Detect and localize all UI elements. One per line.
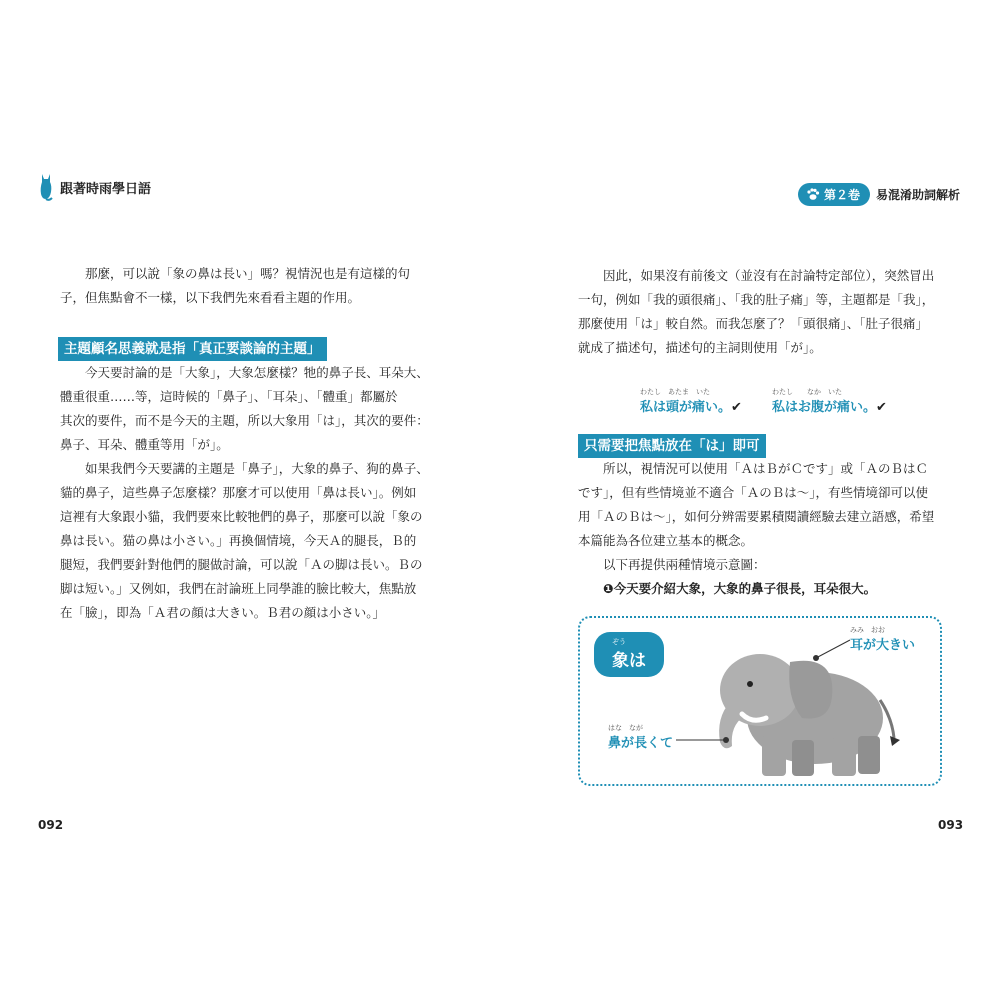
usage-paragraph [578, 457, 958, 601]
check-icon: ✔ [731, 400, 742, 415]
text-line: 本篇能為各位建立基本的概念。 [578, 533, 754, 548]
text-line: 腿短，我們要針對他們的腿做討論，可以說「Ａの脚は長い。Ｂの [60, 557, 423, 572]
text-line: 鼻は長い。猫の鼻は小さい。」再換個情境，今天Ａ的腿長，Ｂ的 [60, 533, 417, 548]
furigana: わたし あたま いた [640, 388, 710, 396]
furigana: みみ おお [850, 626, 885, 634]
text-line: 因此，如果沒有前後文（並沒有在討論特定部位），突然冒出 [603, 268, 935, 283]
check-icon: ✔ [876, 400, 887, 415]
text-line: 這裡有大象跟小貓，我們要來比較牠們的鼻子，那麼可以說「象の [60, 509, 423, 524]
intro-paragraph [60, 262, 460, 310]
example-text: 私は頭が痛い。 [640, 400, 732, 415]
text-line: 那麼使用「は」較自然。而我怎麼了？「頭很痛」、「肚子很痛」 [578, 316, 929, 331]
text-line: 就成了描述句，描述句的主詞則使用「が」。 [578, 340, 822, 355]
text-line: 脚は短い。」又例如，我們在討論班上同學誰的臉比較大，焦點放 [60, 581, 417, 596]
text-line: 如果我們今天要講的主題是「鼻子」，大象的鼻子、狗的鼻子、 [85, 461, 429, 476]
right-header [798, 183, 960, 206]
context-paragraph [578, 264, 958, 360]
text-line: 子，但焦點會不一樣，以下我們先來看看主題的作用。 [60, 290, 361, 305]
text-line: 今天要討論的是「大象」，大象怎麼樣？牠的鼻子長、耳朵大、 [85, 365, 429, 380]
text-line: 那麼，可以說「象の鼻は長い」嗎？視情況也是有這樣的句 [85, 266, 411, 281]
nose-paragraph [60, 457, 460, 625]
page-number: 093 [938, 818, 964, 832]
left-header [38, 172, 151, 202]
text-line: 其次的要件，而不是今天的主題，所以大象用「は」，其次的要件： [60, 413, 429, 428]
text-line: 在「臉」，即為「Ａ君の顔は大きい。Ｂ君の顔は小さい。」 [60, 605, 386, 620]
elephant-illustration-box [578, 616, 942, 786]
volume-badge [798, 183, 870, 206]
text-line: 用「ＡのＢは～」，如何分辨需要累積閱讀經驗去建立語感，希望 [578, 509, 935, 524]
furigana: わたし なか いた [772, 388, 842, 396]
paw-icon [806, 188, 820, 201]
book-title: 跟著時雨學日語 [60, 181, 152, 197]
nose-text: 鼻が長くて [608, 736, 674, 751]
text-line: 體重很重……等，這時候的「鼻子」、「耳朵」、「體重」都屬於 [60, 389, 398, 404]
example-sentence-2 [772, 388, 887, 415]
text-line: 貓的鼻子，這些鼻子怎麼樣？那麼才可以使用「鼻は長い」。例如 [60, 485, 417, 500]
scenario-item: ❶今天要介紹大象，大象的鼻子很長，耳朵很大。 [603, 581, 877, 596]
chapter-title: 易混淆助詞解析 [875, 188, 960, 202]
text-line: です」，但有些情境並不適合「ＡのＢは～」，有些情境卻可以使 [578, 485, 929, 500]
text-line: 以下再提供兩種情境示意圖： [603, 557, 766, 572]
text-line: 一句，例如「我的頭很痛」、「我的肚子痛」等，主題都是「我」， [578, 292, 935, 307]
text-line: 鼻子、耳朵、體重等用「が」。 [60, 437, 229, 452]
text-line: 所以，視情況可以使用「ＡはＢがＣです」或「ＡのＢはＣ [603, 461, 929, 476]
example-text: 私はお腹が痛い。 [772, 400, 877, 415]
section-heading: 主題顧名思義就是指「真正要談論的主題」 [58, 337, 327, 361]
topic-paragraph [60, 361, 460, 457]
cat-icon [38, 172, 54, 202]
section-heading: 只需要把焦點放在「は」即可 [578, 434, 766, 458]
ear-label [850, 626, 915, 653]
subject-text: 象は [612, 651, 646, 671]
volume-label: 第２卷 [823, 188, 860, 202]
ear-text: 耳が大きい [850, 638, 916, 653]
furigana: ぞう [612, 638, 626, 646]
furigana: はな なが [608, 724, 643, 732]
nose-label [608, 724, 673, 751]
page-number: 092 [38, 818, 64, 832]
example-sentence-1 [640, 388, 742, 415]
